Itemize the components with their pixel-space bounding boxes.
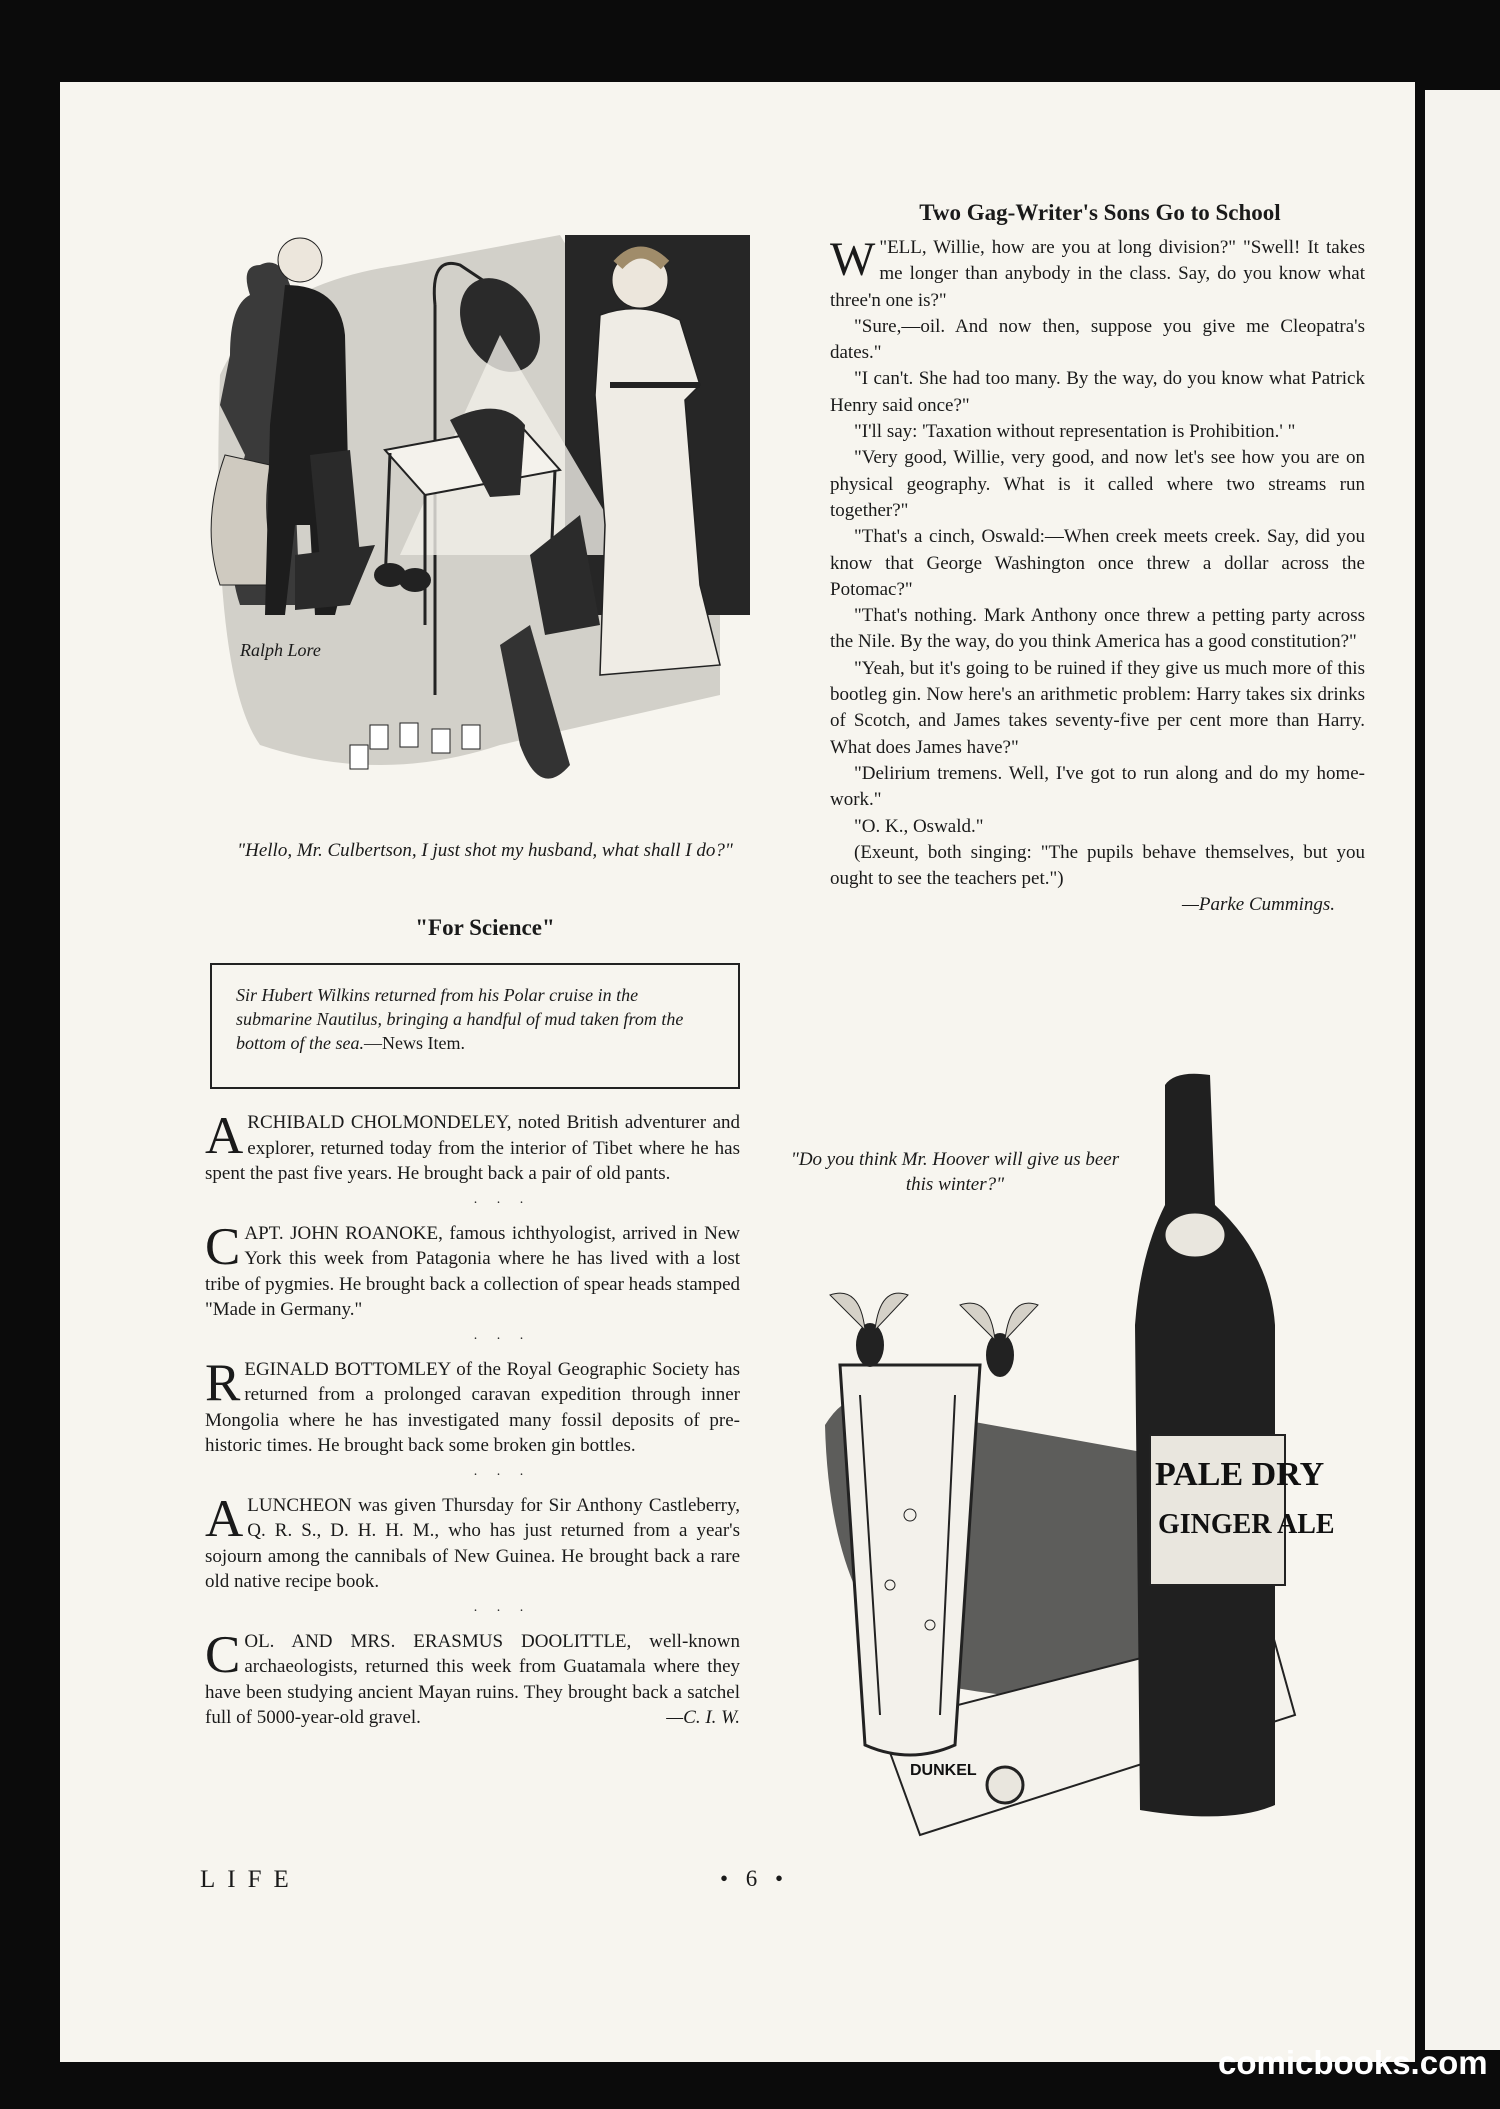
- dialogue-line: "That's a cinch, Oswald:—When creek meets creek. Say, did you know that George Washington once threw a dollar across the Potomac?": [830, 526, 1365, 600]
- dialogue-line: "Yeah, but it's going to be ruined if they give us much more of this bootleg gin. Now here's an arithmetic problem: Harry takes six drinks of Scotch, and James takes seventy-five per cent more than Harry. What does James have?": [830, 657, 1365, 758]
- bottle-label-line2: GINGER ALE: [1158, 1509, 1335, 1540]
- article-paragraph: REGINALD BOTTOMLEY of the Royal Geographic Society has returned from a prolonged caravan expedition through inner Mongolia where he has investigated many fossil deposits of pre-historic times. He brought back some broken gin bottles.: [205, 1353, 740, 1456]
- cartoon-caption: "Hello, Mr. Culbertson, I just shot my husband, what shall I do?": [237, 840, 733, 861]
- artist-signature: Ralph Lore: [240, 640, 321, 660]
- news-item-box: [210, 963, 740, 1089]
- gag-column: [830, 235, 1365, 919]
- magazine-name: LIFE: [200, 1866, 301, 1893]
- section-title: "For Science": [415, 915, 555, 940]
- article-paragraph: ARCHIBALD CHOLMONDELEY, noted British adventurer and explorer, returned today from the interior of Tibet where he has spent the past five years. He brought back a pair of old pants.: [205, 1107, 740, 1184]
- cartoon-caption-2: "Do you think Mr. Hoover will give us beer this winter?": [790, 1149, 1120, 1195]
- separator: . . .: [473, 1463, 532, 1479]
- news-item-text: Sir Hubert Wilkins returned from his Polar cruise in the submarine Nautilus, bringing a handful of mud taken from the bottom of the sea.: [236, 985, 684, 1053]
- dialogue-line: "Sure,—oil. And now then, suppose you give me Cleopatra's dates.": [830, 315, 1365, 364]
- separator: . . .: [473, 1327, 532, 1343]
- dialogue-line: "That's nothing. Mark Anthony once threw a petting party across the Nile. By the way, do you think America has a good constitution?": [830, 605, 1365, 653]
- dialogue-line: "I'll say: 'Taxation without representation is Prohibition.' ": [854, 421, 1296, 443]
- article-paragraph: CAPT. JOHN ROANOKE, famous ichthyologist, arrived in New York this week from Patagonia where he has lived with a lost tribe of pygmies. He brought back a collection of spear heads stamped "Made in Germany.": [205, 1217, 740, 1320]
- dialogue-line: W "ELL, Willie, how are you at long division?" "Swell! It takes me longer than anybody in the class. Say, do you know what three'n one is?": [830, 233, 1365, 311]
- cartoon-bridge-scene: [200, 225, 760, 805]
- watermark: comicbooks.com: [1218, 2044, 1488, 2081]
- artist-signature-dunkel: DUNKEL: [910, 1762, 977, 1779]
- dialogue-line: "I can't. She had too many. By the way, do you know what Patrick Henry said once?": [830, 368, 1365, 416]
- separator: . . .: [473, 1191, 532, 1207]
- page-number: • 6 •: [720, 1866, 790, 1891]
- dialogue-line: "Delirium tremens. Well, I've got to run along and do my home-work.": [830, 762, 1365, 811]
- article-signature: —C. I. W.: [666, 1707, 740, 1728]
- bottle-label-line1: PALE DRY: [1155, 1456, 1325, 1493]
- article-paragraph: COL. AND MRS. ERASMUS DOOLITTLE, well-known archaeologists, returned this week from Guatamala where they have been studying ancient Mayan ruins. They brought back a satchel full of 5000-year-old gravel. —C. I. W.: [205, 1629, 740, 1731]
- dialogue-line: "Very good, Willie, very good, and now let's see how you are on physical geography. What is it called where two streams run together?": [830, 447, 1365, 521]
- article-paragraph: ALUNCHEON was given Thursday for Sir Anthony Castleberry, Q. R. S., D. H. H. M., who has just returned from a year's sojourn among the cannibals of New Guinea. He brought back a rare old native recipe book.: [205, 1489, 740, 1592]
- article-title: Two Gag-Writer's Sons Go to School: [919, 200, 1281, 225]
- separator: . . .: [473, 1599, 532, 1615]
- news-item-source: —News Item.: [364, 1033, 465, 1053]
- article-signature: —Parke Cummings.: [1181, 894, 1335, 916]
- dialogue-line: "O. K., Oswald.": [854, 815, 984, 837]
- next-page-edge: [1425, 90, 1500, 2050]
- dialogue-line: (Exeunt, both singing: "The pupils behave themselves, but you ought to see the teachers pet."): [830, 841, 1365, 890]
- science-column: [205, 1107, 740, 1731]
